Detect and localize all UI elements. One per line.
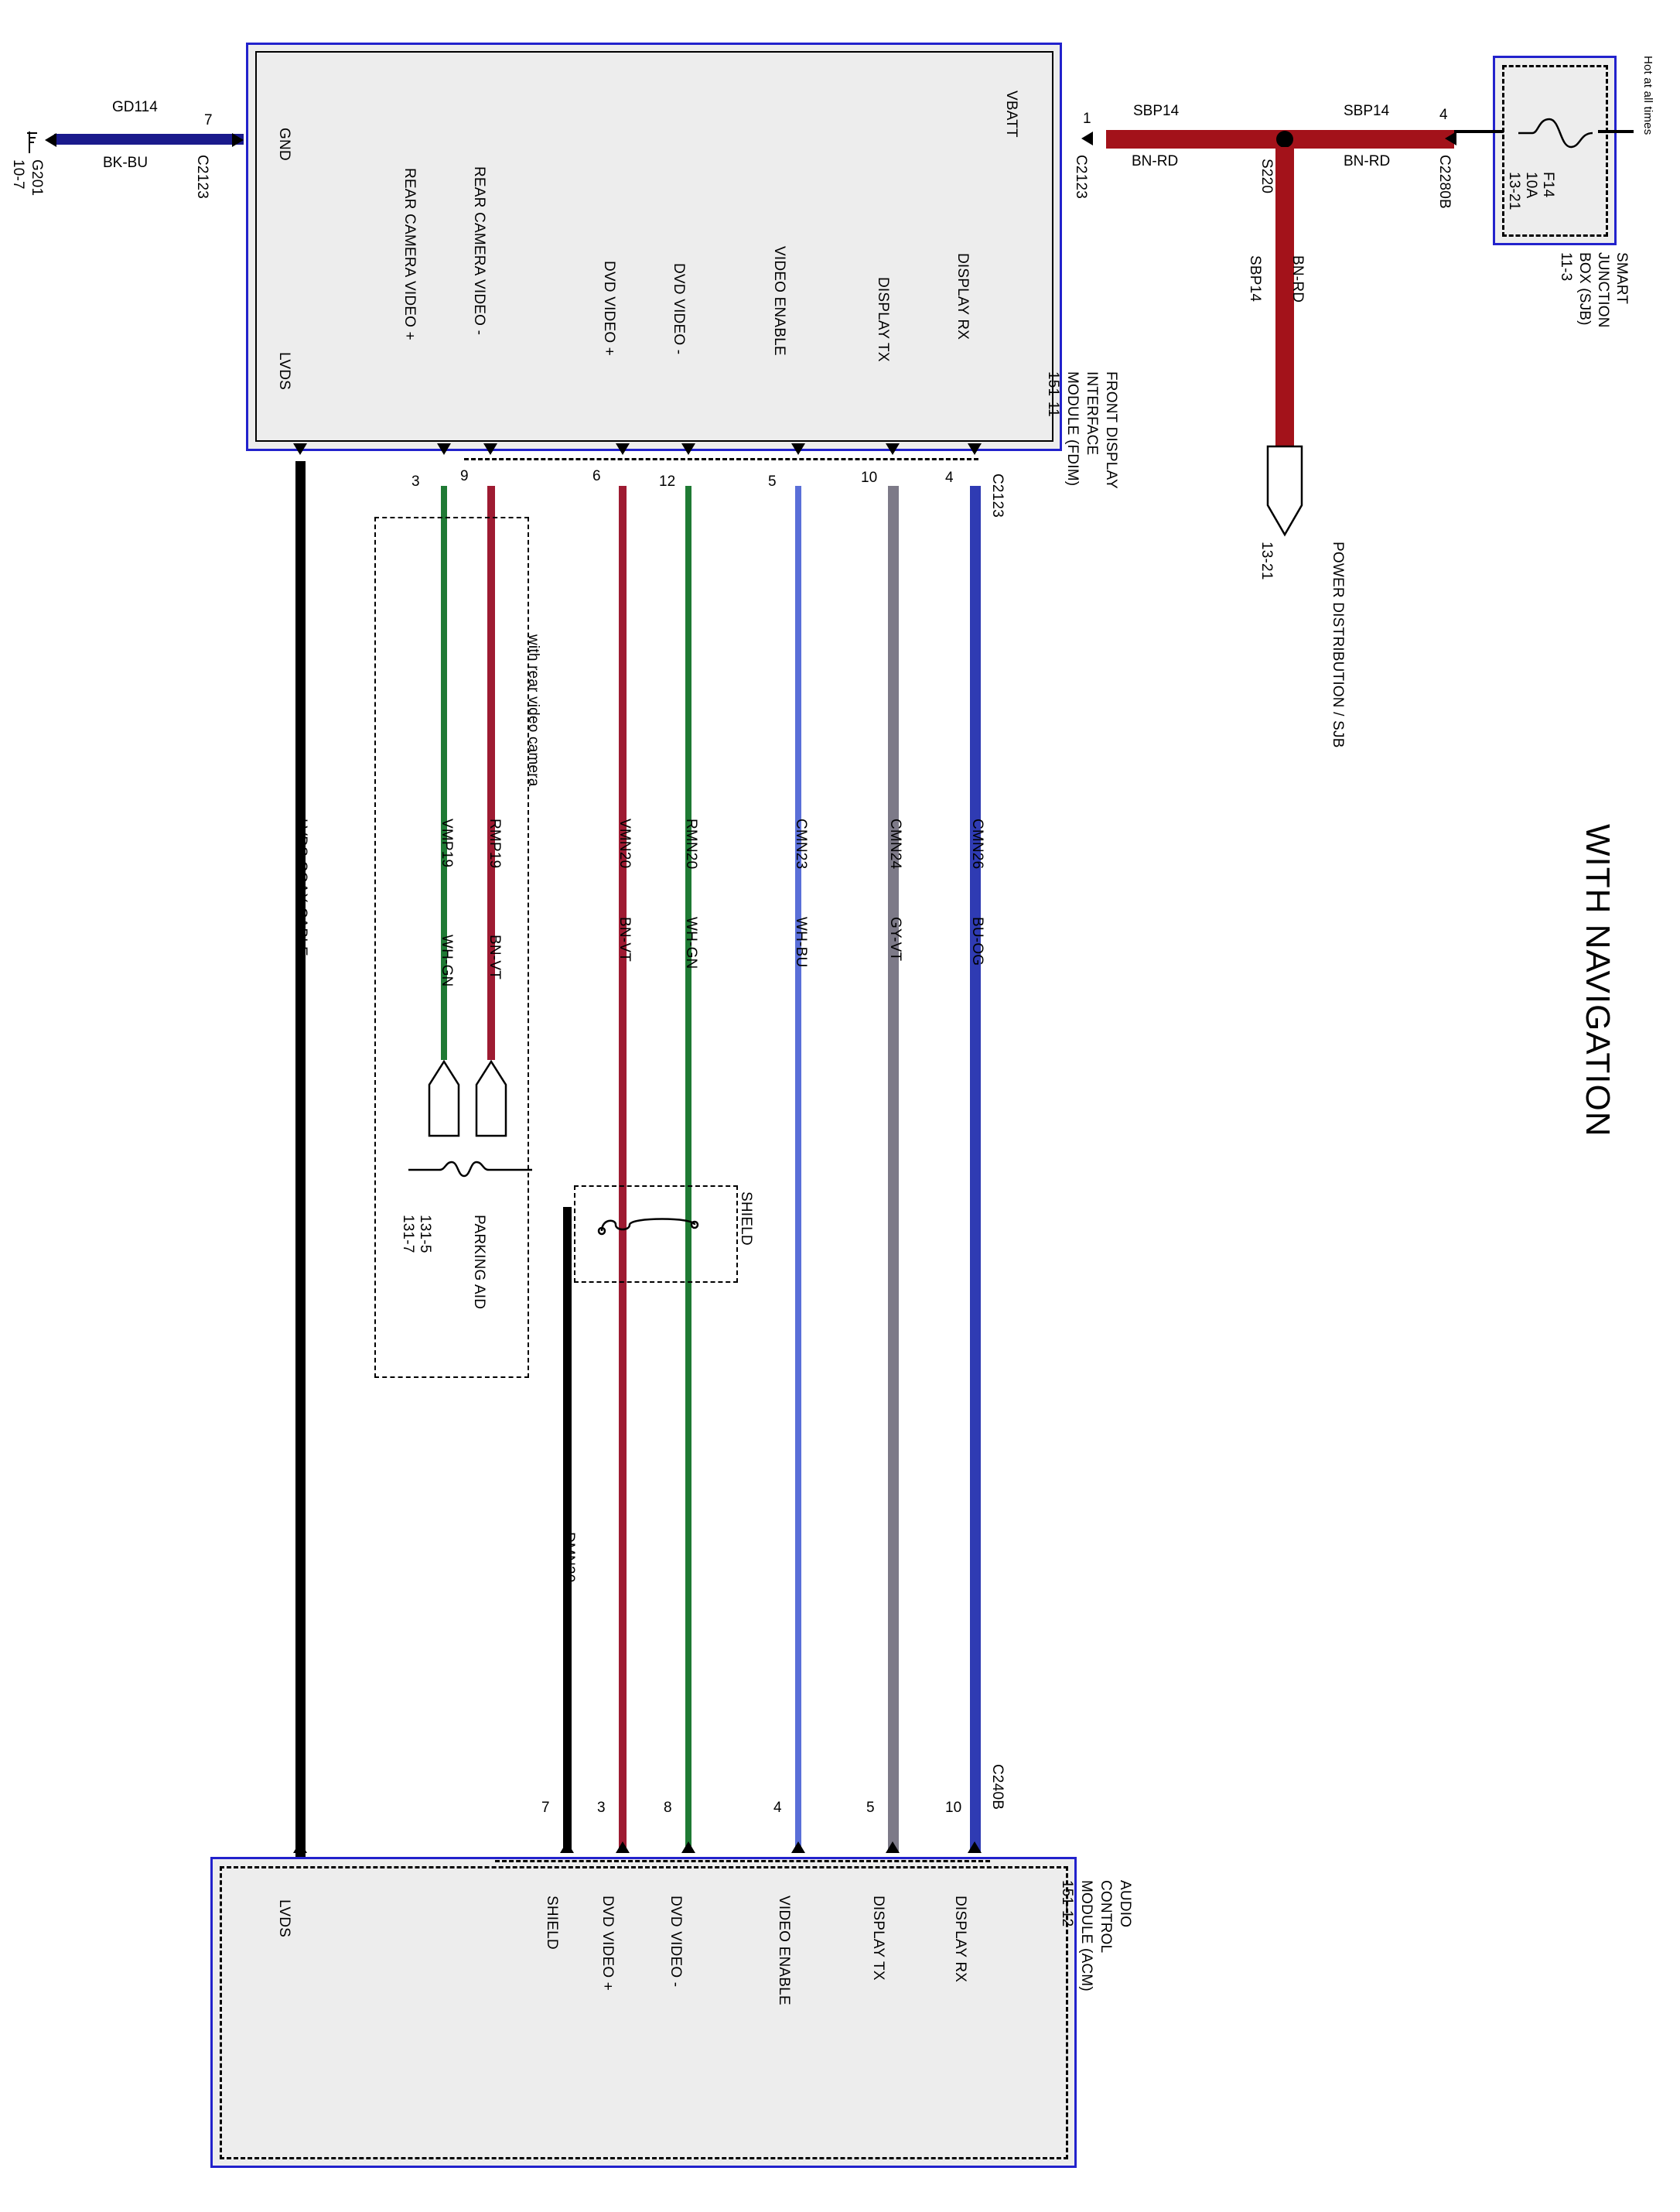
acm-pin-label-display-tx: DISPLAY TX bbox=[870, 1896, 886, 1981]
module-sjb-name-line-2: JUNCTION bbox=[1595, 252, 1611, 328]
arrow-power-sjb-left bbox=[1445, 132, 1456, 145]
sjb-hot-label: Hot at all times bbox=[1641, 56, 1654, 135]
arrow-cmn24-bottom bbox=[886, 1841, 900, 1853]
wire-label-vmn20: VMN20 bbox=[616, 819, 633, 869]
acm-pin-number-display-rx: 10 bbox=[945, 1800, 962, 1816]
ground-node-g201: G201 bbox=[29, 159, 45, 197]
power-color-right: BN-RD bbox=[1344, 153, 1391, 169]
arrow-rmp19-top bbox=[483, 443, 497, 455]
pin-number-rear-camera-video-plus: 3 bbox=[411, 474, 420, 490]
wire-color-vmp19: WH-GN bbox=[439, 935, 455, 987]
wire-vmn20 bbox=[619, 486, 627, 1851]
fdim-connector-c2123-bottom: C2123 bbox=[989, 474, 1006, 518]
module-sjb-ref: 11-3 bbox=[1558, 252, 1574, 282]
ground-symbol-icon bbox=[26, 130, 46, 160]
rear-camera-group-box bbox=[374, 517, 529, 1378]
module-acm-name-line-2: CONTROL bbox=[1098, 1880, 1114, 1954]
pin-label-rear-camera-video-minus: REAR CAMERA VIDEO - bbox=[471, 166, 487, 336]
power-distribution-pointer-icon bbox=[1258, 445, 1311, 542]
acm-pin-label-shield: SHIELD bbox=[544, 1896, 560, 1950]
fuse-ref: 13-21 bbox=[1506, 172, 1522, 210]
pin-label-dvd-video-plus: DVD VIDEO + bbox=[601, 261, 617, 357]
pin-number-display-tx: 10 bbox=[861, 470, 878, 486]
wire-label-rmn20: RMN20 bbox=[683, 819, 699, 870]
wire-label-lvds-coax: LVDS COAX CABLE bbox=[293, 819, 309, 956]
module-acm-ref: 151-12 bbox=[1059, 1880, 1075, 1927]
acm-pin-number-dvd-video-plus: 3 bbox=[597, 1800, 606, 1816]
pin-number-display-rx: 4 bbox=[945, 470, 954, 486]
wire-color-cmn26: BU-OG bbox=[969, 917, 985, 966]
pin-number-dvd-video-minus: 12 bbox=[659, 474, 676, 490]
fdim-pin-1-number: 1 bbox=[1083, 111, 1091, 127]
pin-number-video-enable: 5 bbox=[768, 474, 777, 490]
diagram-title: WITH NAVIGATION bbox=[1579, 824, 1617, 1137]
wire-color-vmn20: BN-VT bbox=[616, 917, 633, 962]
pin-label-dvd-video-minus: DVD VIDEO - bbox=[671, 263, 687, 355]
rear-camera-note: with rear video camera bbox=[525, 634, 541, 787]
wire-label-rmp19: RMP19 bbox=[487, 819, 503, 869]
module-acm-inner bbox=[220, 1866, 1068, 2159]
wire-color-cmn23: WH-BU bbox=[793, 917, 809, 968]
wire-dmn20-shield bbox=[563, 1207, 572, 1851]
module-acm-name-line-1: AUDIO bbox=[1117, 1880, 1133, 1928]
power-distribution-ref: 13-21 bbox=[1258, 542, 1275, 580]
splice-circuit: SBP14 bbox=[1247, 255, 1263, 303]
ground-color-bk-bu: BK-BU bbox=[103, 155, 149, 171]
acm-connector-c240b: C240B bbox=[989, 1764, 1006, 1810]
ground-pin-number: 7 bbox=[204, 112, 213, 128]
arrow-lvds-top bbox=[293, 443, 307, 455]
acm-pin-label-lvds: LVDS bbox=[276, 1899, 292, 1938]
arrow-vmn20-top bbox=[616, 443, 630, 455]
wire-cmn24 bbox=[888, 486, 899, 1851]
module-fdim-inner bbox=[255, 51, 1053, 442]
parking-aid-label: PARKING AID bbox=[471, 1215, 487, 1310]
wire-color-cmn24: GY-VT bbox=[887, 917, 903, 962]
pin-number-rear-camera-video-minus: 9 bbox=[460, 468, 469, 484]
acm-pin-label-display-rx: DISPLAY RX bbox=[952, 1896, 968, 1983]
wire-ground-bk-bu bbox=[54, 134, 244, 145]
power-distribution-label: POWER DISTRIBUTION / SJB bbox=[1330, 542, 1346, 748]
acm-pin-label-dvd-video-minus: DVD VIDEO - bbox=[668, 1896, 684, 1988]
wire-label-vmp19: VMP19 bbox=[439, 819, 455, 868]
power-circuit-right: SBP14 bbox=[1344, 103, 1390, 119]
arrow-cmn23-top bbox=[791, 443, 805, 455]
wire-color-rmp19: BN-VT bbox=[487, 935, 503, 980]
wire-label-cmn24: CMN24 bbox=[887, 819, 903, 870]
arrow-cmn26-top bbox=[968, 443, 982, 455]
module-fdim-name-line-1: FRONT DISPLAY bbox=[1103, 371, 1119, 489]
pin-label-lvds-fdim: LVDS bbox=[276, 352, 292, 391]
power-color-left: BN-RD bbox=[1132, 153, 1179, 169]
module-sjb-name-line-1: SMART bbox=[1613, 252, 1630, 305]
ground-id-gd114: GD114 bbox=[112, 99, 158, 115]
fuse-symbol-icon bbox=[1518, 116, 1593, 154]
parking-aid-ref-2: 131-7 bbox=[400, 1215, 416, 1253]
sjb-pin-number: 4 bbox=[1439, 107, 1448, 123]
arrow-cmn26-bottom bbox=[968, 1841, 982, 1853]
wire-label-cmn23: CMN23 bbox=[793, 819, 809, 870]
wire-label-cmn26: CMN26 bbox=[969, 819, 985, 870]
acm-pin-number-dvd-video-minus: 8 bbox=[664, 1800, 672, 1816]
module-acm-name-line-3: MODULE (ACM) bbox=[1078, 1880, 1094, 1991]
wire-color-rmn20: WH-GN bbox=[683, 917, 699, 969]
wire-cmn23 bbox=[795, 486, 801, 1851]
wire-sjb-out bbox=[1454, 130, 1504, 133]
splice-dot-s220 bbox=[1276, 131, 1293, 148]
pin-label-display-rx: DISPLAY RX bbox=[954, 253, 971, 340]
module-fdim-ref: 151-11 bbox=[1045, 371, 1061, 417]
fuse-rating: 10A bbox=[1523, 172, 1539, 199]
acm-pin-number-video-enable: 4 bbox=[773, 1800, 782, 1816]
fdim-connector-c2123-top: C2123 bbox=[1073, 155, 1089, 199]
wire-label-dmn20: DMN20 bbox=[561, 1532, 577, 1583]
wire-lvds-coax bbox=[295, 461, 306, 1860]
arrow-power-left bbox=[1081, 132, 1093, 145]
fuse-id: F14 bbox=[1540, 172, 1556, 198]
pin-number-dvd-video-plus: 6 bbox=[592, 468, 601, 484]
module-sjb-name-line-3: BOX (SJB) bbox=[1576, 252, 1593, 326]
arrow-rmn20-bottom bbox=[681, 1841, 695, 1853]
ground-connector-c2123: C2123 bbox=[194, 155, 210, 199]
arrow-cmn23-bottom bbox=[791, 1841, 805, 1853]
module-fdim-name-line-3: MODULE (FDIM) bbox=[1064, 371, 1081, 487]
ground-node-ref: 10-7 bbox=[10, 159, 26, 190]
shield-label: SHIELD bbox=[738, 1191, 754, 1246]
wire-cmn26 bbox=[970, 486, 981, 1851]
arrow-dmn20-bottom bbox=[560, 1841, 574, 1853]
power-circuit-left: SBP14 bbox=[1133, 103, 1180, 119]
acm-pin-label-dvd-video-plus: DVD VIDEO + bbox=[599, 1896, 616, 1991]
pin-label-vbatt: VBATT bbox=[1003, 91, 1019, 138]
arrow-ground-left bbox=[45, 133, 56, 147]
parking-aid-ref-1: 131-5 bbox=[417, 1215, 433, 1253]
acm-pin-number-display-tx: 5 bbox=[866, 1800, 875, 1816]
arrow-ground-right bbox=[232, 133, 244, 147]
arrow-cmn24-top bbox=[886, 443, 900, 455]
pin-label-gnd: GND bbox=[276, 128, 292, 161]
acm-pin-number-shield: 7 bbox=[541, 1800, 550, 1816]
splice-color: BN-RD bbox=[1289, 255, 1306, 303]
wire-rmn20 bbox=[685, 486, 691, 1851]
arrow-vmp19-top bbox=[437, 443, 451, 455]
module-fdim-name-line-2: INTERFACE bbox=[1084, 371, 1100, 456]
connector-boundary-acm bbox=[495, 1860, 990, 1862]
arrow-rmn20-top bbox=[681, 443, 695, 455]
sjb-connector-c2280b: C2280B bbox=[1436, 155, 1453, 209]
acm-pin-label-video-enable: VIDEO ENABLE bbox=[776, 1896, 792, 2005]
wire-sjb-to-hot bbox=[1598, 130, 1634, 133]
pin-label-video-enable: VIDEO ENABLE bbox=[771, 246, 787, 356]
shield-symbol-icon bbox=[596, 1209, 712, 1244]
connector-boundary-fdim bbox=[464, 458, 978, 460]
pin-label-rear-camera-video-plus: REAR CAMERA VIDEO + bbox=[401, 168, 418, 340]
splice-id-s220: S220 bbox=[1258, 159, 1275, 194]
arrow-vmn20-bottom bbox=[616, 1841, 630, 1853]
arrow-lvds-bottom bbox=[293, 1841, 307, 1853]
pin-label-display-tx: DISPLAY TX bbox=[875, 277, 891, 362]
